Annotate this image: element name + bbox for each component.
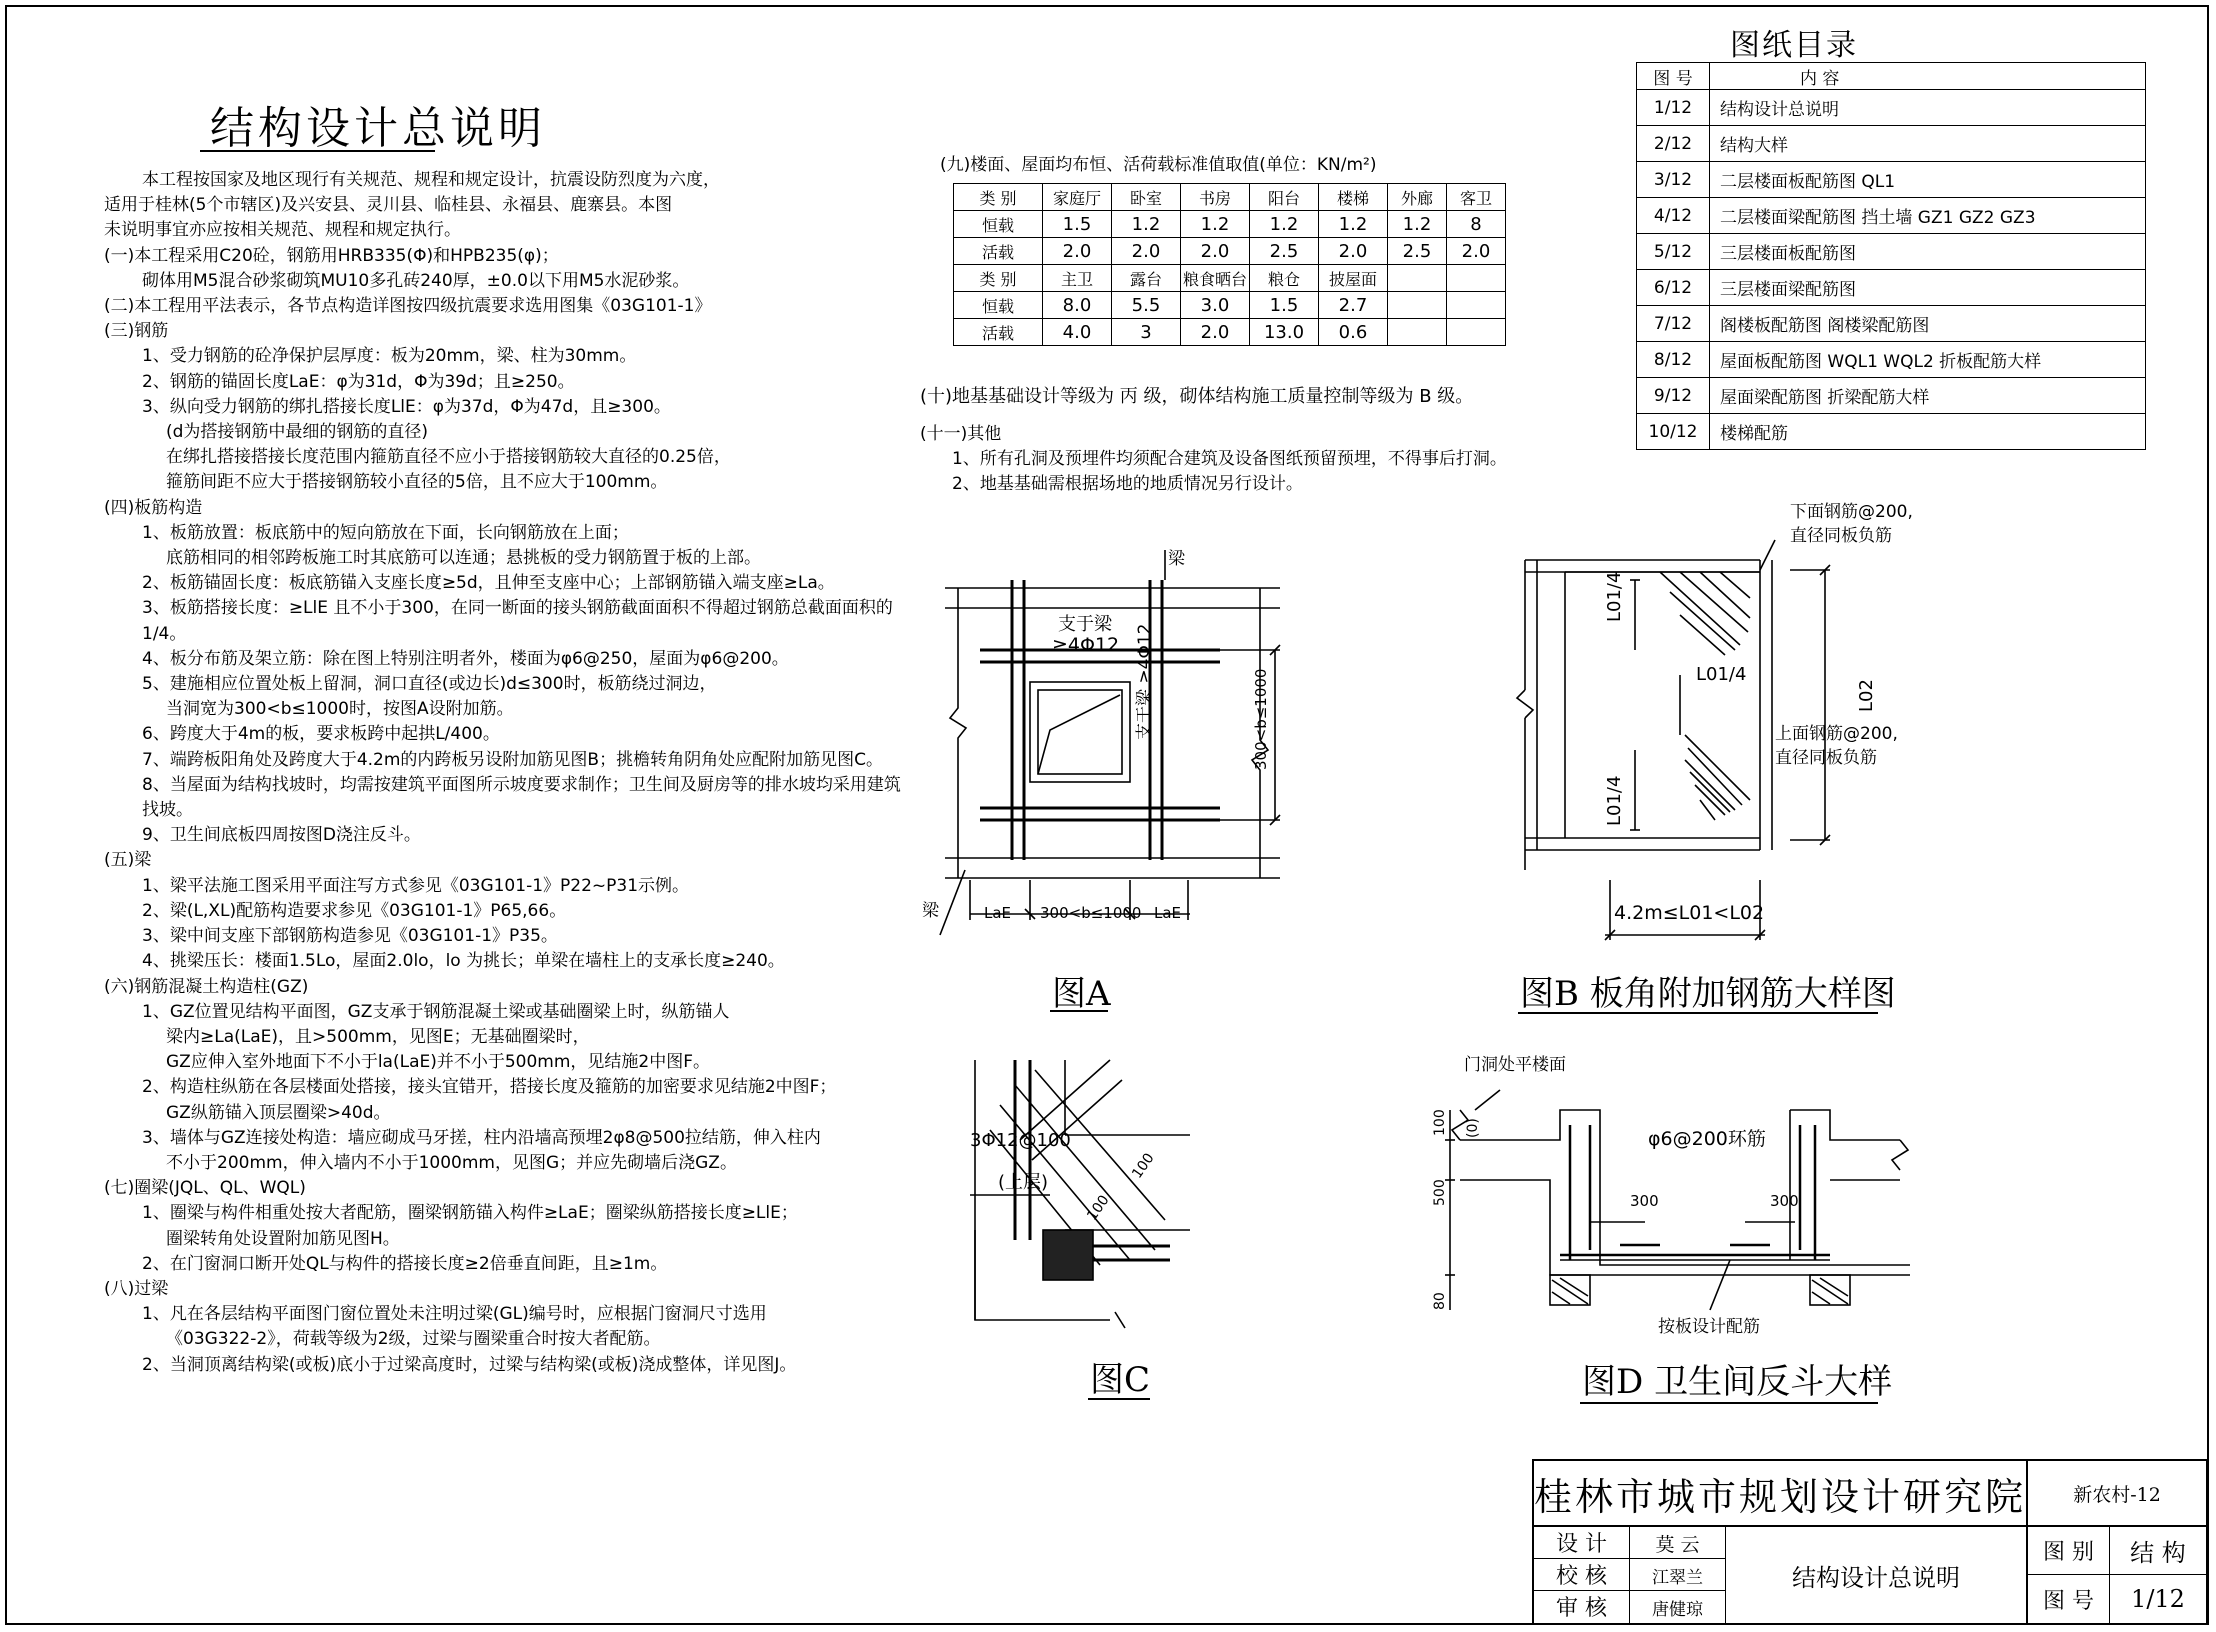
load-table-cell: 粮食晒台: [1181, 265, 1250, 292]
figure-a-bar-vertical: [1130, 624, 1155, 740]
directory-row-no: 1/12: [1637, 90, 1710, 126]
figure-b-label-l01-mid: L01/4: [1696, 664, 1747, 685]
load-table-cell: 2.0: [1447, 238, 1506, 265]
notes-line: 1、板筋放置：板底筋中的短向筋放在下面，长向钢筋放在上面；: [142, 522, 629, 543]
load-table-cell: 外廊: [1388, 184, 1447, 211]
load-table-cell: 恒载: [954, 211, 1043, 238]
directory-row-content: 楼梯配筋: [1710, 414, 2146, 450]
directory-header-row: [1637, 63, 2146, 90]
load-table-cell: 5.5: [1112, 292, 1181, 319]
notes-line: 1、GZ位置见结构平面图，GZ支承于钢筋混凝土梁或基础圈梁上时，纵筋锚人: [142, 1001, 730, 1022]
figure-a-bar-vertical-label: 支于梁: [1135, 689, 1155, 740]
notes-line: 未说明事宜亦应按相关规范、规程和规定执行。: [104, 220, 461, 241]
directory-row-content: 二层楼面板配筋图 QL1: [1710, 162, 2146, 198]
design-notes: [104, 168, 904, 1378]
load-table-cell: 1.2: [1319, 211, 1388, 238]
load-table-cell: 客卫: [1447, 184, 1506, 211]
figure-c-bars: 3Φ12@100: [970, 1130, 1071, 1151]
notes-line: 1、梁平法施工图采用平面注写方式参见《03G101-1》P22~P31示例。: [142, 875, 690, 896]
figure-c-dim-1: 100: [1129, 1150, 1158, 1182]
title-block-name-2: 江翠兰: [1630, 1559, 1726, 1591]
title-underline: [200, 150, 435, 152]
load-table-cell: 披屋面: [1319, 265, 1388, 292]
notes-line: 2、在门窗洞口断开处QL与构件的搭接长度≥2倍垂直间距，且≥1m。: [142, 1253, 668, 1274]
figure-a-detail: [920, 540, 1340, 950]
directory-header-no: 图 号: [1637, 63, 1710, 90]
notes-line: 2、钢筋的锚固长度LaE：φ为31d，Φ为39d；且≥250。: [142, 371, 575, 392]
directory-row: [1637, 306, 2146, 342]
notes-line: 2、当洞顶离结构梁(或板)底小于过梁高度时，过梁与结构梁(或板)浇成整体，详见图J。: [142, 1354, 797, 1375]
figure-a-caption-underline: [1050, 1010, 1108, 1012]
load-table-cell: 3.0: [1181, 292, 1250, 319]
figure-b-note-top-line2: 直径同板负筋: [1790, 526, 1892, 546]
figure-a-bar-horizontal: ≥4Φ12: [1052, 634, 1120, 656]
load-table-cell: 露台: [1112, 265, 1181, 292]
load-table-cell: 2.0: [1043, 238, 1112, 265]
notes-line: 9、卫生间底板四周按图D浇注反斗。: [142, 825, 421, 846]
load-table-cell: 类 别: [954, 184, 1043, 211]
figure-b-caption: 图B 板角附加钢筋大样图: [1520, 974, 1896, 1014]
load-table-cell: [1447, 319, 1506, 346]
figure-d-detail: [1420, 1050, 1940, 1350]
title-block-org: 桂林市城市规划设计研究院: [1534, 1461, 2028, 1527]
figure-b-note-mid: [1775, 722, 1898, 770]
notes-line: 1、受力钢筋的砼净保护层厚度：板为20mm，梁、柱为30mm。: [142, 346, 637, 367]
notes-line: 3、墙体与GZ连接处构造：墙应砌成马牙搓，柱内沿墙高预埋2φ8@500拉结筋，伸入柱内: [142, 1127, 821, 1148]
load-table-cell: 书房: [1181, 184, 1250, 211]
figure-c-layer: (上层): [998, 1172, 1049, 1193]
load-table-cell: 2.5: [1250, 238, 1319, 265]
load-table-cell: [1447, 265, 1506, 292]
notes-line: 不小于200mm，伸入墙内不小于1000mm，见图G；并应先砌墙后浇GZ。: [166, 1152, 737, 1173]
directory-row: [1637, 342, 2146, 378]
directory-row: [1637, 198, 2146, 234]
notes-section-heading: (三)钢筋: [104, 321, 169, 342]
directory-row: [1637, 234, 2146, 270]
notes-line: 本工程按国家及地区现行有关规范、规程和规定设计，抗震设防烈度为六度，: [142, 170, 720, 190]
notes-line: 8、当屋面为结构找坡时，均需按建筑平面图所示坡度要求制作；卫生间及厨房等的排水坡均采用建筑找坡。: [142, 774, 901, 821]
directory-header-content: 内 容: [1710, 63, 2146, 90]
figure-a-beam-top: 梁: [1168, 549, 1185, 569]
notes-section-heading: (五)梁: [104, 850, 152, 871]
title-block-number-label: 图 号: [2028, 1575, 2110, 1623]
load-table-row: [954, 238, 1506, 265]
load-table-cell: 1.5: [1043, 211, 1112, 238]
figure-a-dim-lae-right: LaE: [1154, 904, 1182, 922]
figure-a-support-label: 支于梁: [1058, 614, 1112, 635]
load-table: [953, 183, 1506, 346]
notes-line: 5、建施相应位置处板上留洞，洞口直径(或边长)d≤300时，板筋绕过洞边，: [142, 674, 717, 695]
notes-line: 《03G322-2》，荷载等级为2级，过梁与圈梁重合时按大者配筋。: [166, 1329, 661, 1350]
load-table-cell: 1.2: [1250, 211, 1319, 238]
other-notes: [920, 422, 1507, 497]
directory-row-content: 三层楼面板配筋图: [1710, 234, 2146, 270]
notes-section-heading: (六)钢筋混凝土构造柱(GZ): [104, 976, 309, 997]
notes-line: GZ纵筋锚入顶层圈梁>40d。: [166, 1102, 391, 1123]
title-block-category-label: 图 别: [2028, 1527, 2110, 1575]
figure-a-dim-side: 300<b≤1000: [1252, 668, 1270, 770]
directory-row-no: 7/12: [1637, 306, 1710, 342]
figure-b-label-l01-top: L01/4: [1604, 571, 1625, 622]
figure-c-detail: [960, 1050, 1220, 1340]
load-table-cell: 2.0: [1181, 238, 1250, 265]
notes-line: (d为搭接钢筋中最细的钢筋的直径): [166, 422, 429, 443]
page-title: 结构设计总说明: [210, 103, 546, 154]
load-table-caption: (九)楼面、屋面均布恒、活荷载标准值取值(单位：KN/m²): [940, 155, 1377, 175]
notes-line: GZ应伸入室外地面下不小于la(LaE)并不小于500mm，见结施2中图F。: [166, 1052, 711, 1073]
directory-row-content: 屋面梁配筋图 折梁配筋大样: [1710, 378, 2146, 414]
directory-row: [1637, 162, 2146, 198]
figure-c-caption-underline: [1088, 1398, 1150, 1400]
load-table-cell: 活载: [954, 238, 1043, 265]
figure-d-ring-bars: φ6@200环筋: [1648, 1128, 1766, 1150]
title-block-category-value: 结 构: [2110, 1527, 2206, 1575]
figure-d-dim-80: 80: [1432, 1292, 1448, 1310]
notes-line: 在绑扎搭接搭接长度范围内箍筋直径不应小于搭接钢筋较大直径的0.25倍，: [166, 447, 731, 468]
directory-row-no: 9/12: [1637, 378, 1710, 414]
notes-line: 4、挑梁压长：楼面1.5Lo，屋面2.0lo，lo 为挑长；单梁在墙柱上的支承长度≥240。: [142, 951, 785, 972]
load-table-cell: [1388, 292, 1447, 319]
load-table-cell: 活载: [954, 319, 1043, 346]
load-table-cell: 1.5: [1250, 292, 1319, 319]
directory-row-no: 8/12: [1637, 342, 1710, 378]
directory-row-content: 二层楼面梁配筋图 挡土墙 GZ1 GZ2 GZ3: [1710, 198, 2146, 234]
notes-line: 6、跨度大于4m的板，要求板跨中起拱L/400。: [142, 724, 500, 745]
notes-line: 箍筋间距不应大于搭接钢筋较小直径的5倍，且不应大于100mm。: [166, 472, 668, 493]
figure-d-dim-300-right: 300: [1770, 1192, 1799, 1210]
notes-line: 圈梁转角处设置附加筋见图H。: [166, 1228, 400, 1249]
figure-a-dim-span: 300<b≤1000: [1040, 904, 1142, 922]
figure-c-caption: 图C: [1090, 1360, 1151, 1400]
load-table-cell: 4.0: [1043, 319, 1112, 346]
figure-d-dim-500: 500: [1432, 1179, 1448, 1206]
figure-d-zero: (0): [1465, 1118, 1481, 1138]
title-block-name-3: 唐健琼: [1630, 1591, 1726, 1623]
notes-line: 当洞宽为300<b≤1000时，按图A设附加筋。: [166, 699, 514, 720]
directory-title: 图纸目录: [1730, 28, 1858, 63]
figure-b-dim-bottom: 4.2m≤L01<L02: [1614, 902, 1765, 924]
notes-line: 7、端跨板阳角处及跨度大于4.2m的内跨板另设附加筋见图B；挑檐转角阴角处应配附加筋见图C。: [142, 749, 883, 770]
notes-line: 1、圈梁与构件相重处按大者配筋，圈梁钢筋锚入构件≥LaE；圈梁纵筋搭接长度≥LlE；: [142, 1203, 798, 1224]
directory-row-content: 屋面板配筋图 WQL1 WQL2 折板配筋大样: [1710, 342, 2146, 378]
figure-b-note-top: [1790, 500, 1913, 548]
other-notes-heading: (十一)其他: [920, 424, 1002, 444]
foundation-note: (十)地基基础设计等级为 丙 级，砌体结构施工质量控制等级为 B 级。: [920, 386, 1474, 407]
notes-line: 砌体用M5混合砂浆砌筑MU10多孔砖240厚，±0.0以下用M5水泥砂浆。: [142, 270, 690, 291]
figure-a-dim-lae-left: LaE: [984, 904, 1012, 922]
figure-a-caption: 图A: [1052, 974, 1111, 1014]
figure-a-bar-vertical-value: ≥4Φ12: [1135, 623, 1155, 684]
load-table-header: [954, 184, 1506, 211]
load-table-cell: 2.7: [1319, 292, 1388, 319]
notes-line: 3、梁中间支座下部钢筋构造参见《03G101-1》P35。: [142, 926, 558, 947]
load-table-cell: 1.2: [1388, 211, 1447, 238]
notes-section-heading: (一)本工程采用C20砼，钢筋用HRB335(Φ)和HPB235(φ)；: [104, 245, 559, 266]
figure-d-caption: 图D 卫生间反斗大样: [1582, 1362, 1893, 1402]
figure-c-dim-2: 100: [1084, 1192, 1113, 1224]
directory-row-no: 6/12: [1637, 270, 1710, 306]
notes-line: 适用于桂林(5个市辖区)及兴安县、灵川县、临桂县、永福县、鹿寨县。本图: [104, 195, 673, 216]
load-table-cell: 主卫: [1043, 265, 1112, 292]
directory-row-no: 3/12: [1637, 162, 1710, 198]
figure-b-caption-underline: [1518, 1012, 1878, 1014]
title-block-project: 新农村-12: [2028, 1461, 2206, 1527]
other-note-1: 1、所有孔洞及预埋件均须配合建筑及设备图纸预留预埋，不得事后打洞。: [952, 449, 1507, 469]
figure-b-note-mid-line2: 直径同板负筋: [1775, 748, 1877, 768]
figure-d-dim-300-left: 300: [1630, 1192, 1659, 1210]
notes-line: 4、板分布筋及架立筋：除在图上特别注明者外，楼面为φ6@250，屋面为φ6@200。: [142, 648, 789, 669]
load-table-cell: 阳台: [1250, 184, 1319, 211]
figure-d-note-door: 门洞处平楼面: [1464, 1055, 1566, 1075]
notes-section-heading: (八)过梁: [104, 1278, 169, 1299]
load-table-cell: 1.2: [1181, 211, 1250, 238]
figure-b-note-mid-line1: 上面钢筋@200,: [1775, 724, 1898, 744]
notes-line: 底筋相同的相邻跨板施工时其底筋可以连通；悬挑板的受力钢筋置于板的上部。: [166, 548, 761, 569]
title-block-role-3: 审 核: [1534, 1591, 1630, 1623]
load-table-row: [954, 211, 1506, 238]
directory-row-content: 结构大样: [1710, 126, 2146, 162]
directory-row: [1637, 126, 2146, 162]
figure-d-caption-underline: [1580, 1402, 1878, 1404]
load-table-cell: 8: [1447, 211, 1506, 238]
directory-row-content: 三层楼面梁配筋图: [1710, 270, 2146, 306]
notes-line: 3、板筋搭接长度：≥LlE 且不小于300，在同一断面的接头钢筋截面面积不得超过钢筋总截面面积的1/4。: [142, 598, 893, 644]
directory-row-content: 阁楼板配筋图 阁楼梁配筋图: [1710, 306, 2146, 342]
load-table-cell: 3: [1112, 319, 1181, 346]
directory-row: [1637, 414, 2146, 450]
load-table-cell: 2.5: [1388, 238, 1447, 265]
figure-b-note-top-line1: 下面钢筋@200,: [1790, 502, 1913, 522]
load-table-cell: [1388, 319, 1447, 346]
directory-row-content: 结构设计总说明: [1710, 90, 2146, 126]
load-table-cell: [1388, 265, 1447, 292]
load-table-cell: 恒载: [954, 292, 1043, 319]
load-table-row: [954, 292, 1506, 319]
directory-row-no: 4/12: [1637, 198, 1710, 234]
title-block-number-value: 1/12: [2131, 1585, 2185, 1613]
figure-b-label-l02: L02: [1856, 679, 1877, 712]
load-table-cell: 家庭厅: [1043, 184, 1112, 211]
load-table-header: [954, 265, 1506, 292]
title-block-role-2: 校 核: [1534, 1559, 1630, 1591]
drawing-directory-table: [1636, 62, 2146, 450]
figure-a-beam-bottom: 梁: [922, 901, 939, 921]
directory-row-no: 2/12: [1637, 126, 1710, 162]
other-note-2: 2、地基基础需根据场地的地质情况另行设计。: [952, 474, 1303, 494]
notes-section-heading: (四)板筋构造: [104, 497, 203, 518]
notes-line: 梁内≥La(LaE)，且>500mm，见图E；无基础圈梁时，: [166, 1026, 590, 1047]
load-table-cell: 2.0: [1112, 238, 1181, 265]
load-table-cell: 1.2: [1112, 211, 1181, 238]
notes-line: 1、凡在各层结构平面图门窗位置处未注明过梁(GL)编号时，应根据门窗洞尺寸选用: [142, 1304, 767, 1325]
figure-b-label-l01-bottom: L01/4: [1604, 775, 1625, 826]
load-table-cell: 楼梯: [1319, 184, 1388, 211]
load-table-cell: [1447, 292, 1506, 319]
notes-section-heading: (二)本工程用平法表示，各节点构造详图按四级抗震要求选用图集《03G101-1》: [104, 296, 712, 317]
load-table-cell: 2.0: [1181, 319, 1250, 346]
title-block-name-1: 莫 云: [1630, 1527, 1726, 1559]
load-table-cell: 0.6: [1319, 319, 1388, 346]
load-table-cell: 类 别: [954, 265, 1043, 292]
load-table-row: [954, 319, 1506, 346]
notes-section-heading: (七)圈梁(JQL、QL、WQL): [104, 1178, 306, 1199]
notes-line: 2、梁(L,XL)配筋构造要求参见《03G101-1》P65,66。: [142, 900, 567, 921]
notes-line: 2、构造柱纵筋在各层楼面处搭接，接头宜错开，搭接长度及箍筋的加密要求见结施2中图F；: [142, 1077, 837, 1098]
directory-row-no: 5/12: [1637, 234, 1710, 270]
load-table-cell: 13.0: [1250, 319, 1319, 346]
directory-row: [1637, 378, 2146, 414]
title-block-drawing-title: 结构设计总说明: [1726, 1527, 2028, 1623]
load-table-cell: 2.0: [1319, 238, 1388, 265]
notes-line: 3、纵向受力钢筋的绑扎搭接长度LlE：φ为37d，Φ为47d，且≥300。: [142, 396, 671, 417]
directory-row: [1637, 90, 2146, 126]
title-block-role-1: 设 计: [1534, 1527, 1630, 1559]
directory-row-no: 10/12: [1637, 414, 1710, 450]
title-block: [1532, 1459, 2208, 1625]
load-table-cell: 粮仓: [1250, 265, 1319, 292]
figure-d-note-slab: 按板设计配筋: [1658, 1317, 1760, 1337]
notes-line: 2、板筋锚固长度：板底筋锚入支座长度≥5d，且伸至支座中心；上部钢筋锚入端支座≥La。: [142, 573, 835, 594]
directory-row: [1637, 270, 2146, 306]
figure-d-dim-100: 100: [1432, 1109, 1448, 1136]
load-table-cell: 卧室: [1112, 184, 1181, 211]
load-table-cell: 8.0: [1043, 292, 1112, 319]
